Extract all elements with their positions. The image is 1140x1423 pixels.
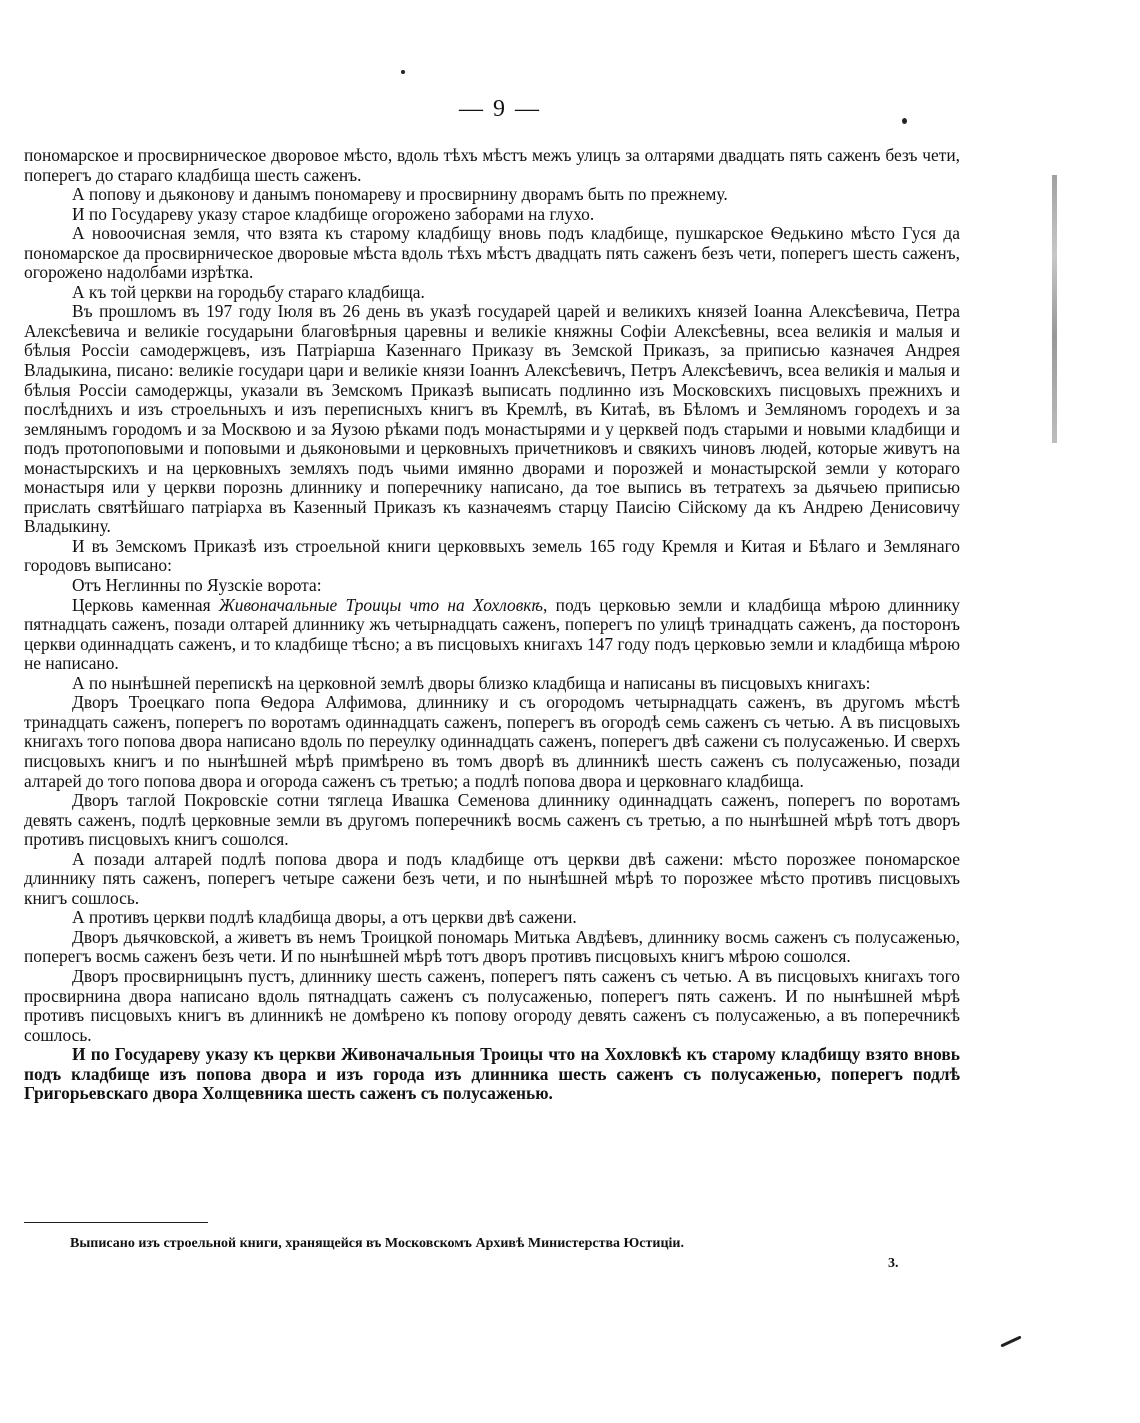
- paragraph: И по Государеву указу къ церкви Живоначальныя Троицы что на Хохловкѣ къ старому кладбищу взято вновь подъ кладбище изъ попова двора и изъ города изъ длинника шесть саженъ съ полусаженью, поперегъ подлѣ Григорьевскаго двора Холщевника шесть саженъ съ полусаженью.: [24, 1044, 960, 1104]
- binding-edge-artifact: [1052, 175, 1057, 443]
- footnote: Выписано изъ строельной книги, хранящейся въ Московскомъ Архивѣ Министерства Юстиціи.: [70, 1236, 684, 1251]
- paragraph: А новоочисная земля, что взята къ старому кладбищу вновь подъ кладбище, пушкарское Ѳедькино мѣсто Гуся да пономарское да просвирническое дворовые мѣста вдоль тѣхъ мѣстъ двадцать пять саженъ безъ чети, поперегъ шесть саженъ, огорожено надолбами изрѣтка.: [24, 223, 960, 283]
- print-speck: [401, 70, 405, 74]
- church-name: Живоначальные Троицы что на Хохловкѣ: [218, 594, 544, 615]
- paragraph: Въ прошломъ въ 197 году Іюля въ 26 день въ указѣ государей царей и великихъ князей Іоанна Алексѣевича, Петра Алексѣевича и великіе государыни благовѣрныя царевны и великіе княжны Софіи Алексѣевны, всеа великія и малыя и бѣлыя Россіи самодержцевъ, изъ Патріарша Казеннаго Приказу въ Земской Приказъ, за приписью казначея Андрея Владыкина, писано: великіе государи цари и великіе князи Іоаннъ Алексѣевичъ, Петръ Алексѣевичъ, всеа великія и малыя и бѣлыя Россіи самодержцы, указали въ Земскомъ Приказѣ выписать подлинно изъ Московскихъ писцовыхъ прежнихъ и послѣднихъ и изъ строельныхъ и изъ переписныхъ книгъ въ Кремлѣ, въ Китаѣ, въ Бѣломъ и Земляномъ городехъ и за землянымъ городомъ и за Москвою и за Яузою рѣками подъ монастырями и у церквей подъ старыми и новыми кладбищи и подъ протопоповыми и поповыми и дьяконовыми и церковныхъ причетниковъ и свякихъ чиновъ людей, которые живутъ на монастырскихъ и на церковныхъ земляхъ подъ чьими имянно дворами и порозжей и монастырской земли у котораго монастыря или у церкви порознь длиннику и поперечнику написано, да тое выпись въ тетратехъ за дьячьею приписью прислать святѣйшаго патріарха въ Казенный Приказъ къ казначеямъ старцу Паисію Сійскому да къ Андрею Денисовичу Владыкину.: [24, 301, 960, 537]
- print-speck: [1000, 1335, 1021, 1347]
- page-number: — 9 —: [459, 96, 541, 122]
- paragraph: Дворъ таглой Покровскіе сотни тяглеца Ивашка Семенова длиннику одиннадцать саженъ, поперегъ по воротамъ девять саженъ, подлѣ церковные земли въ другомъ поперечникѣ восмь саженъ съ третью, а по нынѣшней мѣрѣ тотъ дворъ противъ писцовыхъ книгъ сошолся.: [24, 790, 960, 850]
- paragraph: пономарское и просвирническое дворовое мѣсто, вдоль тѣхъ мѣстъ межъ улицъ за олтарями двадцать пять саженъ безъ чети, поперегъ до стараго кладбища шесть саженъ.: [24, 145, 960, 185]
- footnote-rule: [24, 1222, 208, 1223]
- paragraph: [24, 596, 960, 674]
- paragraph: Отъ Неглинны по Яузскіе ворота:: [72, 575, 322, 596]
- print-speck: [902, 118, 907, 124]
- paragraph: Дворъ Троецкаго попа Ѳедора Алфимова, длиннику и съ огородомъ четырнадцать саженъ, въ другомъ мѣстѣ тринадцать саженъ, поперегъ по воротамъ одиннадцать саженъ, поперегъ въ огородѣ семь саженъ съ четью. А въ писцовыхъ книгахъ того попова двора написано вдоль по переулку одиннадцать саженъ, поперегъ двѣ сажени съ полусаженью. И сверхъ писцовыхъ книгъ и по нынѣшней мѣрѣ примѣрено въ томъ дворѣ въ длинникѣ шесть саженъ съ полусаженью, позади алтарей до того попова двора и огорода саженъ съ третью; а подлѣ попова двора и церковнаго кладбища.: [24, 692, 960, 791]
- signature-mark: 3.: [888, 1256, 899, 1271]
- body-text: [24, 146, 960, 1104]
- paragraph: А попову и дьяконову и данымъ пономареву и просвирнину дворамъ быть по прежнему.: [72, 184, 728, 205]
- paragraph: Дворъ дьячковской, а живетъ въ немъ Троицкой пономарь Митька Авдѣевъ, длиннику восмь саженъ съ полусаженью, поперегъ восмь саженъ безъ чети. И по нынѣшней мѣрѣ тотъ дворъ противъ писцовыхъ книгъ мѣрою сошолся.: [24, 926, 960, 967]
- paragraph: Дворъ просвирницынъ пустъ, длиннику шесть саженъ, поперегъ пять саженъ съ четью. А въ писцовыхъ книгахъ того просвирнина двора написано вдоль пятнадцать саженъ съ полусаженью, поперегъ пять саженъ. И по нынѣшней мѣрѣ противъ писцовыхъ книгъ въ длинникѣ не домѣрено къ попову огороду девять саженъ съ полусаженью, а въ поперечникѣ сошлось.: [24, 965, 960, 1045]
- paragraph-prefix: Церковь каменная: [72, 594, 219, 615]
- paragraph: А позади алтарей подлѣ попова двора и подъ кладбище отъ церкви двѣ сажени: мѣсто порозжее пономарское длиннику пять саженъ, поперегъ четыре сажени безъ чети, и по нынѣшней мѣрѣ то порозжее мѣсто противъ писцовыхъ книгъ сошлось.: [24, 848, 960, 908]
- paragraph: А по нынѣшней перепискѣ на церковной землѣ дворы близко кладбища и написаны въ писцовыхъ книгахъ:: [72, 672, 871, 693]
- paragraph: И по Государеву указу старое кладбище огорожено заборами на глухо.: [72, 203, 595, 224]
- paragraph: А къ той церкви на городьбу стараго кладбища.: [72, 281, 425, 302]
- paragraph-suffix: , подъ церковью земли и кладбища мѣрою длиннику пятнадцать саженъ, позади олтарей длиннику жъ четырнадцать саженъ, поперегъ по улицѣ тринадцать саженъ, да посторонъ церкви одиннадцать саженъ, и то кладбище тѣсно; а въ писцовыхъ книгахъ 147 году подъ церковью земли и кладбища мѣрою не написано.: [24, 594, 960, 674]
- paragraph: И въ Земскомъ Приказѣ изъ строельной книги церковвыхъ земель 165 году Кремля и Китая и Бѣлаго и Землянаго городовъ выписано:: [24, 535, 960, 576]
- paragraph: А противъ церкви подлѣ кладбища дворы, а отъ церкви двѣ сажени.: [72, 907, 577, 928]
